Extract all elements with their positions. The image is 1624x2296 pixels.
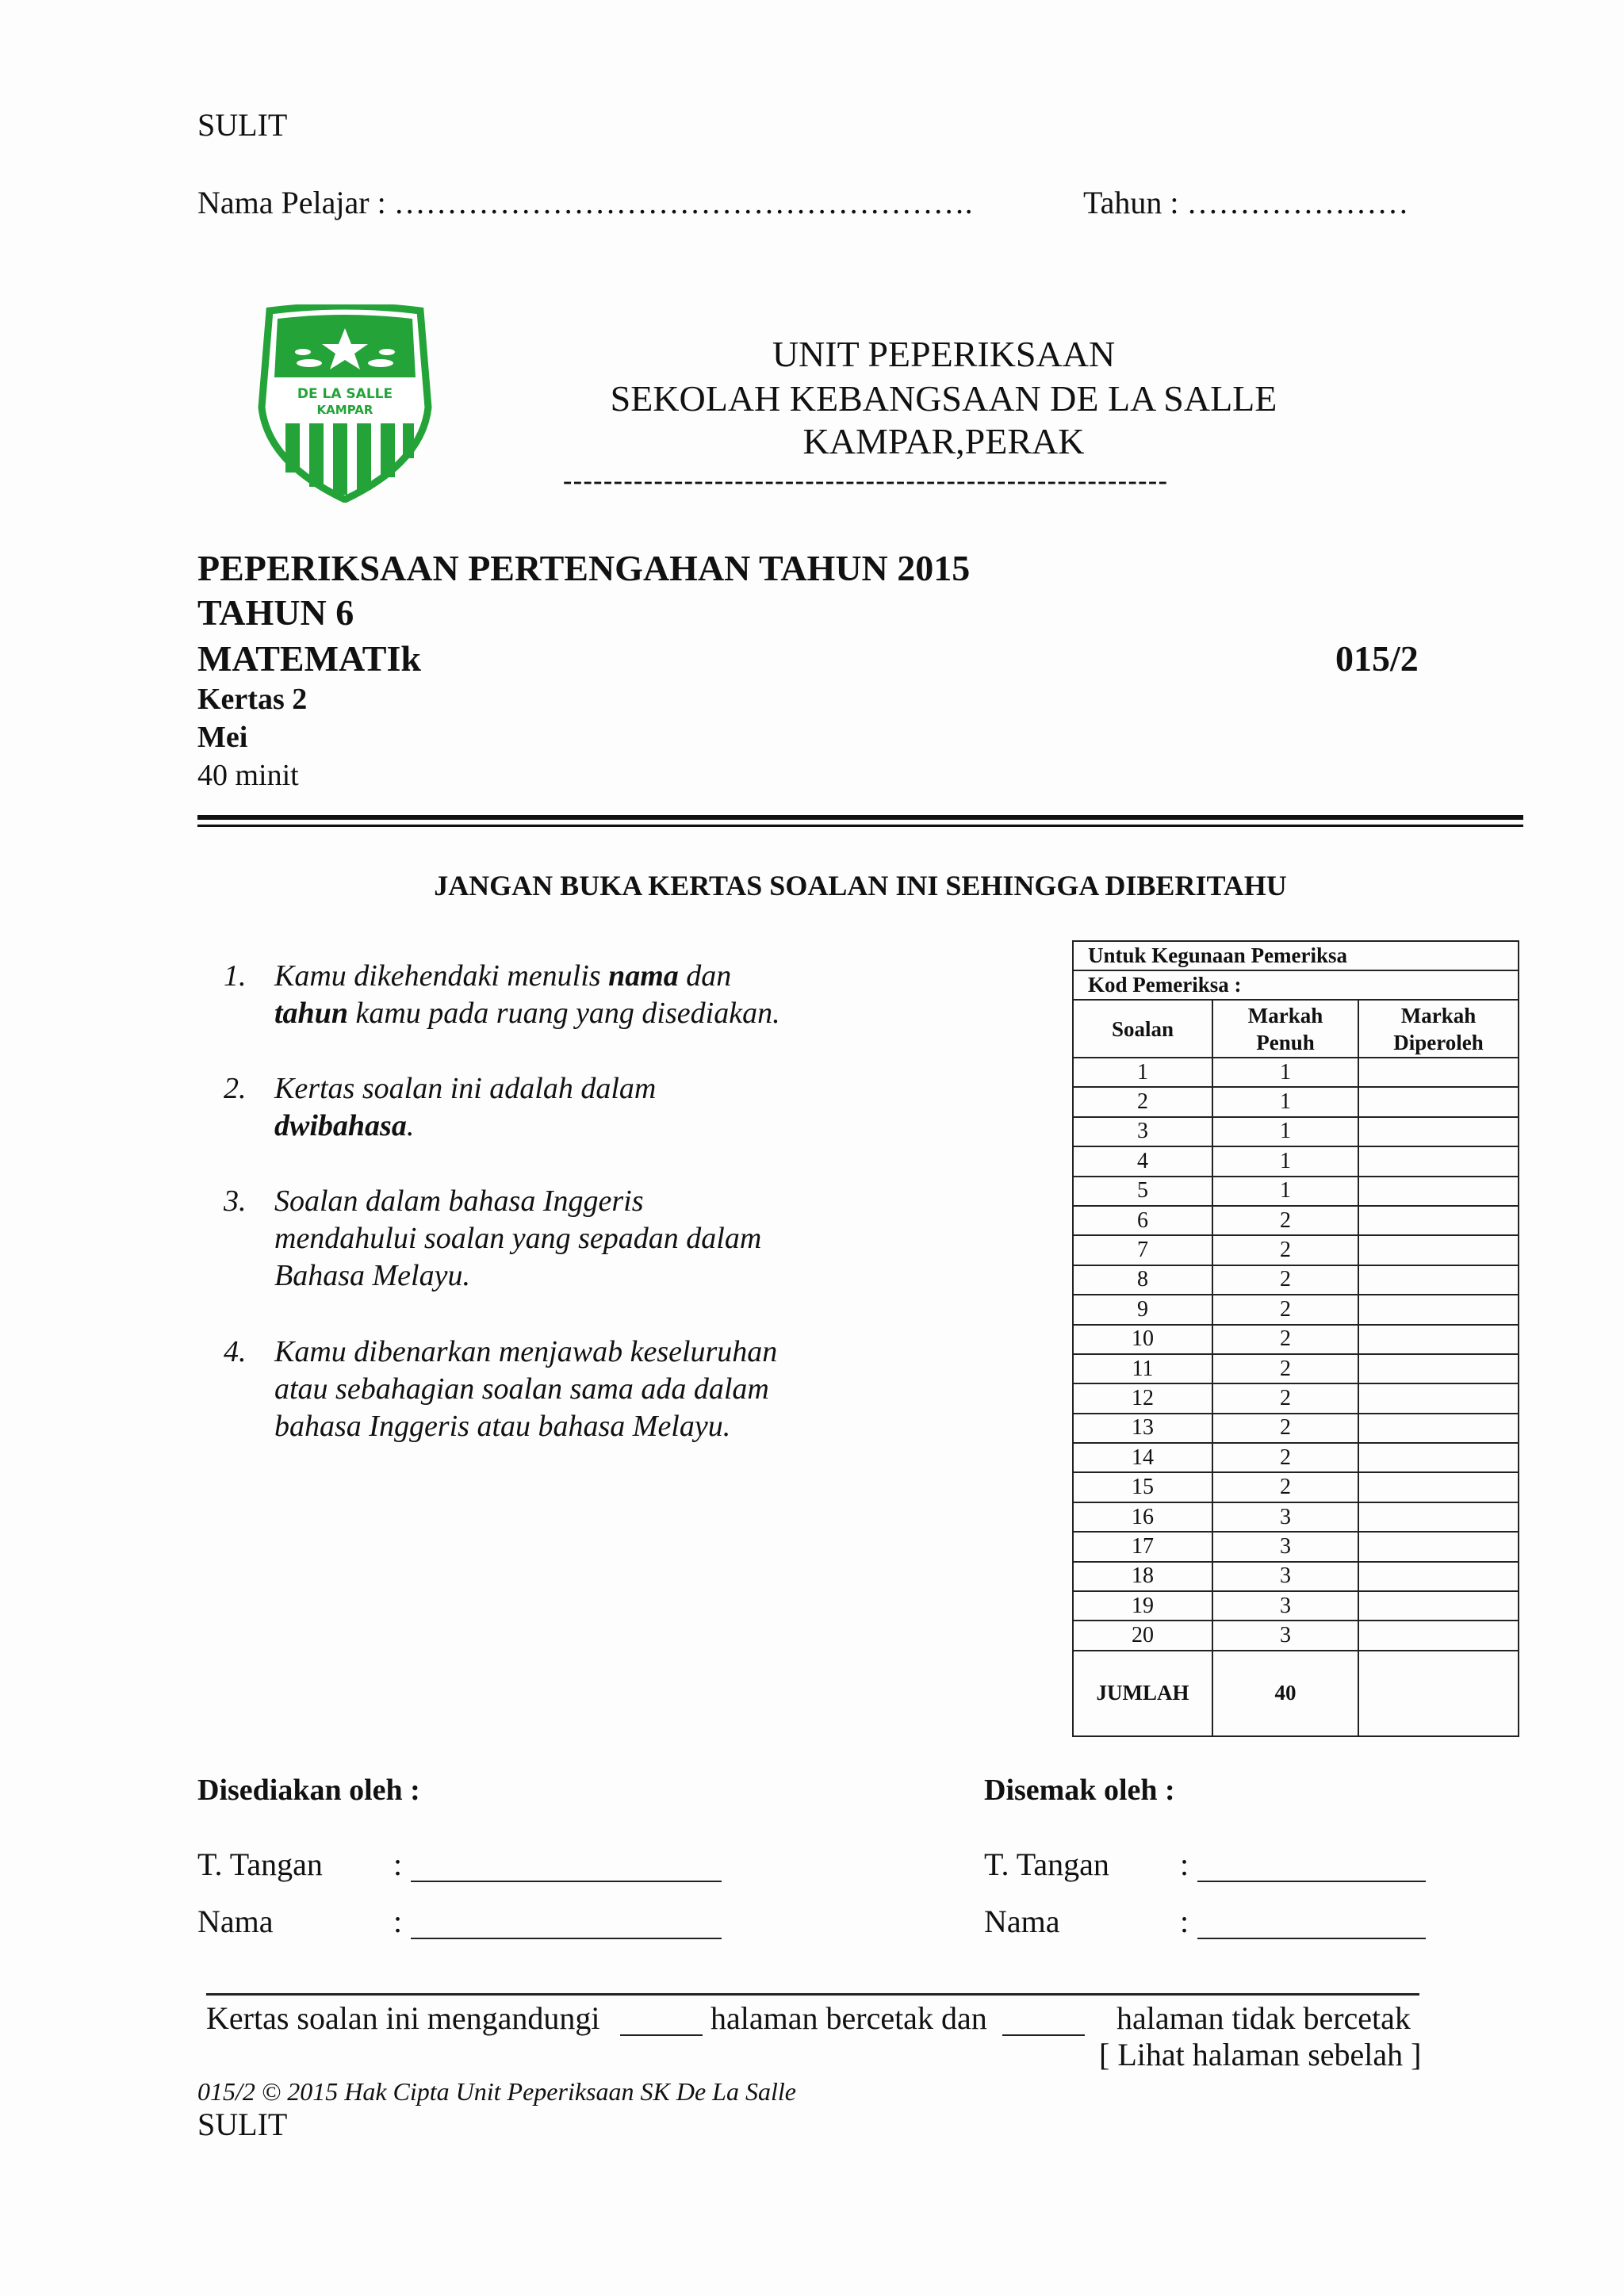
instruction-line: mendahului soalan yang sepadan dalam <box>274 1222 762 1255</box>
school-name: SEKOLAH KEBANGSAAN DE LA SALLE <box>610 378 1277 419</box>
obtained-marks-cell[interactable] <box>1358 1117 1519 1146</box>
obtained-marks-cell[interactable] <box>1358 1206 1519 1235</box>
total-row <box>1073 1651 1519 1736</box>
exam-title: PEPERIKSAAN PERTENGAHAN TAHUN 2015 <box>197 548 971 588</box>
examiner-code[interactable]: Kod Pemeriksa : <box>1073 970 1519 1000</box>
table-row <box>1073 1058 1519 1087</box>
question-number-cell: 17 <box>1073 1532 1212 1561</box>
table-row <box>1073 1265 1519 1295</box>
table-row <box>1073 1087 1519 1116</box>
svg-text:DE LA SALLE: DE LA SALLE <box>297 386 393 402</box>
classification-bottom: SULIT <box>197 2107 288 2142</box>
prepared-name-field[interactable] <box>411 1904 722 1939</box>
header-divider: ------------------------------------------------------------ <box>563 466 1169 496</box>
exam-code: 015/2 <box>1335 638 1419 679</box>
obtained-marks-cell[interactable] <box>1358 1532 1519 1561</box>
emphasis-text: dwibahasa <box>274 1109 407 1142</box>
checked-by-label: Disemak oleh : <box>984 1774 1175 1807</box>
obtained-marks-cell[interactable] <box>1358 1591 1519 1621</box>
full-marks-cell: 2 <box>1212 1443 1358 1472</box>
full-marks-cell: 1 <box>1212 1146 1358 1176</box>
instruction-line: Kertas soalan ini adalah dalam <box>274 1072 657 1105</box>
question-number-cell: 11 <box>1073 1354 1212 1383</box>
full-marks-cell: 3 <box>1212 1621 1358 1650</box>
table-row <box>1073 1621 1519 1650</box>
question-number-cell: 14 <box>1073 1443 1212 1472</box>
obtained-marks-cell[interactable] <box>1358 1502 1519 1532</box>
table-row <box>1073 1443 1519 1472</box>
question-number-cell: 7 <box>1073 1235 1212 1265</box>
page-count-text-2: halaman bercetak dan <box>710 2000 987 2036</box>
obtained-marks-cell[interactable] <box>1358 1265 1519 1295</box>
obtained-marks-cell[interactable] <box>1358 1177 1519 1206</box>
question-number-cell: 16 <box>1073 1502 1212 1532</box>
table-row <box>1073 1383 1519 1413</box>
full-marks-cell: 2 <box>1212 1206 1358 1235</box>
question-number-cell: 12 <box>1073 1383 1212 1413</box>
instruction-line: dwibahasa. <box>274 1109 415 1142</box>
table-row <box>1073 1295 1519 1324</box>
full-marks-cell: 1 <box>1212 1177 1358 1206</box>
table-row <box>1073 1177 1519 1206</box>
next-page-note: [ Lihat halaman sebelah ] <box>1099 2037 1422 2072</box>
school-logo <box>255 304 435 503</box>
emphasis-text: tahun <box>274 997 348 1030</box>
instruction-line: atau sebahagian soalan sama ada dalam <box>274 1372 769 1406</box>
obtained-marks-cell[interactable] <box>1358 1443 1519 1472</box>
instruction-line: bahasa Inggeris atau bahasa Melayu. <box>274 1410 731 1443</box>
prepared-name-label: Nama <box>197 1904 274 1939</box>
obtained-marks-cell[interactable] <box>1358 1058 1519 1087</box>
prepared-sign-label: T. Tangan <box>197 1846 323 1882</box>
prepared-by-label: Disediakan oleh : <box>197 1774 420 1807</box>
obtained-marks-cell[interactable] <box>1358 1472 1519 1502</box>
question-number-cell: 3 <box>1073 1117 1212 1146</box>
obtained-marks-cell[interactable] <box>1358 1087 1519 1116</box>
total-obtained-cell[interactable] <box>1358 1651 1519 1736</box>
exam-subject: MATEMATIk <box>197 638 421 679</box>
instruction-number: 3. <box>224 1184 247 1218</box>
obtained-marks-cell[interactable] <box>1358 1621 1519 1650</box>
table-title: Untuk Kegunaan Pemeriksa <box>1073 941 1519 970</box>
checked-sign-label: T. Tangan <box>984 1846 1109 1882</box>
full-marks-cell: 2 <box>1212 1265 1358 1295</box>
full-marks-cell: 2 <box>1212 1472 1358 1502</box>
examiner-marks-table <box>1072 940 1519 1737</box>
obtained-marks-cell[interactable] <box>1358 1325 1519 1354</box>
printed-pages-blank[interactable] <box>620 2001 703 2036</box>
prepared-sign-field[interactable] <box>411 1847 722 1882</box>
total-full-marks: 40 <box>1212 1651 1358 1736</box>
instruction-line: Kamu dibenarkan menjawab keseluruhan <box>274 1335 778 1368</box>
full-marks-cell: 2 <box>1212 1354 1358 1383</box>
table-row <box>1073 1117 1519 1146</box>
section-rule <box>197 815 1523 820</box>
col-obtained-header: Markah Diperoleh <box>1358 1000 1519 1058</box>
instruction-number: 1. <box>224 959 247 993</box>
page-count-text-1: Kertas soalan ini mengandungi <box>206 2000 600 2036</box>
table-row <box>1073 1532 1519 1561</box>
question-number-cell: 9 <box>1073 1295 1212 1324</box>
table-row <box>1073 1414 1519 1443</box>
instruction-line: Soalan dalam bahasa Inggeris <box>274 1184 644 1218</box>
obtained-marks-cell[interactable] <box>1358 1235 1519 1265</box>
full-marks-cell: 3 <box>1212 1532 1358 1561</box>
obtained-marks-cell[interactable] <box>1358 1354 1519 1383</box>
obtained-marks-cell[interactable] <box>1358 1414 1519 1443</box>
school-crest-icon <box>255 304 435 503</box>
checked-sign-colon: : <box>1180 1846 1189 1882</box>
page-count-text-3: halaman tidak bercetak <box>1116 2000 1411 2036</box>
obtained-marks-cell[interactable] <box>1358 1146 1519 1176</box>
exam-month: Mei <box>197 721 248 754</box>
full-marks-cell: 2 <box>1212 1325 1358 1354</box>
total-label: JUMLAH <box>1073 1651 1212 1736</box>
table-row <box>1073 1472 1519 1502</box>
prepared-sign-colon: : <box>393 1846 403 1882</box>
table-row <box>1073 1502 1519 1532</box>
col-full-marks-header: Markah Penuh <box>1212 1000 1358 1058</box>
exam-duration: 40 minit <box>197 759 299 792</box>
table-row <box>1073 1591 1519 1621</box>
checked-sign-field[interactable] <box>1197 1847 1426 1882</box>
school-location: KAMPAR,PERAK <box>802 421 1085 461</box>
instruction-line: tahun kamu pada ruang yang disediakan. <box>274 997 780 1030</box>
question-number-cell: 18 <box>1073 1562 1212 1591</box>
prepared-name-colon: : <box>393 1904 403 1939</box>
table-row <box>1073 1146 1519 1176</box>
footer-rule <box>206 1993 1419 1996</box>
question-number-cell: 1 <box>1073 1058 1212 1087</box>
question-number-cell: 6 <box>1073 1206 1212 1235</box>
full-marks-cell: 3 <box>1212 1502 1358 1532</box>
instruction-line: Kamu dikehendaki menulis nama dan <box>274 959 732 993</box>
question-number-cell: 8 <box>1073 1265 1212 1295</box>
obtained-marks-cell[interactable] <box>1358 1383 1519 1413</box>
instruction-line: Bahasa Melayu. <box>274 1259 470 1292</box>
obtained-marks-cell[interactable] <box>1358 1562 1519 1591</box>
table-row <box>1073 1206 1519 1235</box>
full-marks-cell: 1 <box>1212 1058 1358 1087</box>
exam-unit-heading: UNIT PEPERIKSAAN <box>772 334 1116 374</box>
table-row <box>1073 1354 1519 1383</box>
emphasis-text: nama <box>608 959 679 993</box>
col-question-header: Soalan <box>1073 1000 1212 1058</box>
obtained-marks-cell[interactable] <box>1358 1295 1519 1324</box>
do-not-open-warning: JANGAN BUKA KERTAS SOALAN INI SEHINGGA DIBERITAHU <box>434 870 1287 901</box>
classification-top: SULIT <box>197 107 288 143</box>
exam-paper: Kertas 2 <box>197 683 308 716</box>
checked-name-field[interactable] <box>1197 1904 1426 1939</box>
instruction-number: 2. <box>224 1072 247 1105</box>
table-row <box>1073 1325 1519 1354</box>
full-marks-cell: 3 <box>1212 1591 1358 1621</box>
question-number-cell: 4 <box>1073 1146 1212 1176</box>
student-name-field[interactable]: Nama Pelajar : ………………………………………………. <box>197 185 973 220</box>
blank-pages-blank[interactable] <box>1002 2001 1085 2036</box>
full-marks-cell: 1 <box>1212 1117 1358 1146</box>
instruction-number: 4. <box>224 1335 247 1368</box>
table-row <box>1073 1235 1519 1265</box>
question-number-cell: 15 <box>1073 1472 1212 1502</box>
exam-level: TAHUN 6 <box>197 592 354 633</box>
question-number-cell: 20 <box>1073 1621 1212 1650</box>
copyright-notice: 015/2 © 2015 Hak Cipta Unit Peperiksaan SK De La Salle <box>197 2077 796 2106</box>
full-marks-cell: 3 <box>1212 1562 1358 1591</box>
table-row <box>1073 1562 1519 1591</box>
question-number-cell: 5 <box>1073 1177 1212 1206</box>
checked-name-label: Nama <box>984 1904 1060 1939</box>
full-marks-cell: 2 <box>1212 1295 1358 1324</box>
question-number-cell: 19 <box>1073 1591 1212 1621</box>
question-number-cell: 13 <box>1073 1414 1212 1443</box>
question-number-cell: 2 <box>1073 1087 1212 1116</box>
full-marks-cell: 1 <box>1212 1087 1358 1116</box>
year-field[interactable]: Tahun : ………………… <box>1083 185 1409 220</box>
checked-name-colon: : <box>1180 1904 1189 1939</box>
full-marks-cell: 2 <box>1212 1235 1358 1265</box>
svg-text:KAMPAR: KAMPAR <box>316 403 373 417</box>
full-marks-cell: 2 <box>1212 1414 1358 1443</box>
question-number-cell: 10 <box>1073 1325 1212 1354</box>
full-marks-cell: 2 <box>1212 1383 1358 1413</box>
section-rule-thin <box>197 825 1523 827</box>
